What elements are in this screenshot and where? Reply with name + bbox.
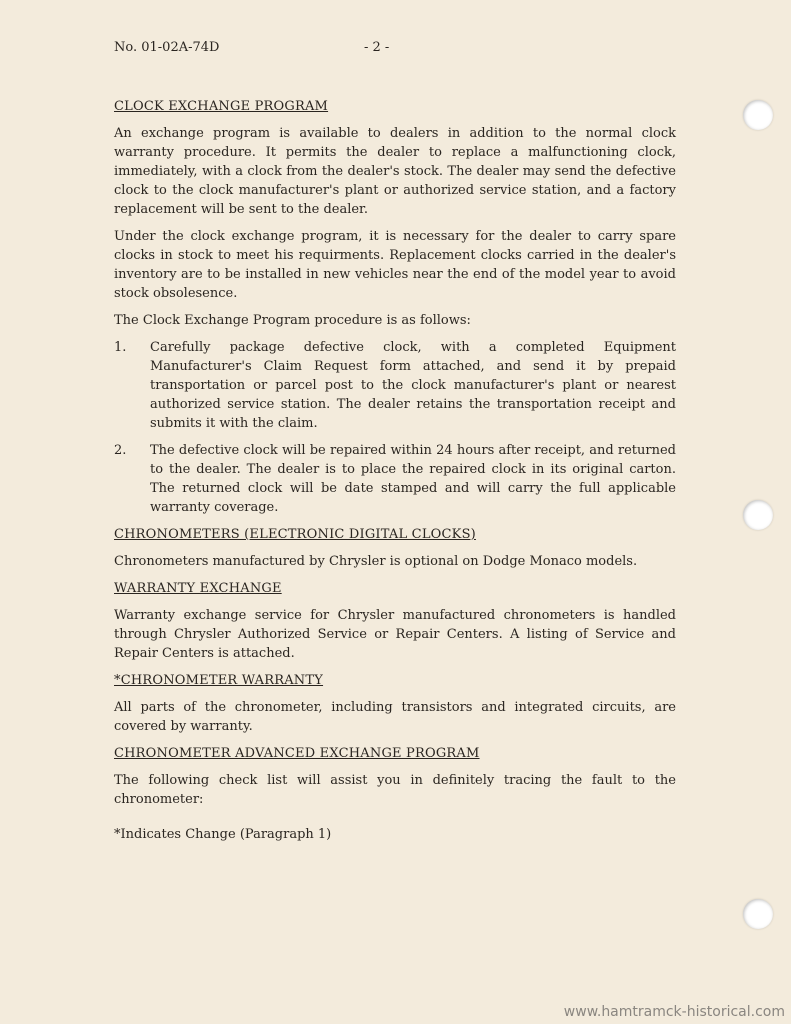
page-number: - 2 - bbox=[364, 40, 390, 55]
paragraph: Under the clock exchange program, it is necessary for the dealer to carry spare clocks in stock to meet his requirments. Replacement clocks carried in the dealer's inventory are to be installed in new vehicles near the end of the model year to avoid stock obsolesence. bbox=[114, 229, 676, 301]
paragraph: Warranty exchange service for Chrysler manufactured chronometers is handled through Chrysler Authorized Service or Repair Centers. A listing of Service and Repair Centers is attached. bbox=[114, 608, 676, 661]
site-watermark: www.hamtramck-historical.com bbox=[563, 1004, 785, 1020]
list-item-number: 2. bbox=[114, 443, 127, 458]
bulletin-body bbox=[114, 97, 676, 852]
paragraph: Chronometers manufactured by Chrysler is optional on Dodge Monaco models. bbox=[114, 554, 638, 569]
document-number: No. 01-02A-74D bbox=[114, 40, 220, 55]
punch-hole-bottom bbox=[743, 899, 773, 929]
heading-advanced-exchange: CHRONOMETER ADVANCED EXCHANGE PROGRAM bbox=[114, 746, 480, 761]
list-item-text: Carefully package defective clock, with a completed Equipment Manufacturer's Claim Request form attached, and send it by prepaid transportation or parcel post to the clock manufacturer's plant or nearest authorized service station. The dealer retains the transportation receipt and submits it with the claim. bbox=[150, 340, 676, 431]
punch-hole-middle bbox=[743, 500, 773, 530]
heading-warranty-exchange: WARRANTY EXCHANGE bbox=[114, 581, 282, 596]
list-item-number: 1. bbox=[114, 340, 127, 355]
paragraph: An exchange program is available to dealers in addition to the normal clock warranty procedure. It permits the dealer to replace a malfunctioning clock, immediately, with a clock from the dealer's stock. The dealer may send the defective clock to the clock manufacturer's plant or authorized service station, and a factory replacement will be sent to the dealer. bbox=[114, 126, 676, 217]
paragraph: The following check list will assist you in definitely tracing the fault to the chronometer: bbox=[114, 773, 676, 807]
heading-chronometers: CHRONOMETERS (ELECTRONIC DIGITAL CLOCKS) bbox=[114, 527, 476, 542]
footnote: *Indicates Change (Paragraph 1) bbox=[114, 827, 332, 842]
paragraph: The Clock Exchange Program procedure is as follows: bbox=[114, 313, 471, 328]
heading-chronometer-warranty: *CHRONOMETER WARRANTY bbox=[114, 673, 324, 688]
heading-clock-exchange: CLOCK EXCHANGE PROGRAM bbox=[114, 99, 329, 114]
paragraph: All parts of the chronometer, including transistors and integrated circuits, are covered by warranty. bbox=[114, 700, 676, 734]
list-item-text: The defective clock will be repaired within 24 hours after receipt, and returned to the dealer. The dealer is to place the repaired clock in its original carton. The returned clock will be date stamped and will carry the full applicable warranty coverage. bbox=[150, 443, 676, 515]
punch-hole-top bbox=[743, 100, 773, 130]
list-item bbox=[114, 338, 676, 433]
list-item bbox=[114, 441, 676, 517]
